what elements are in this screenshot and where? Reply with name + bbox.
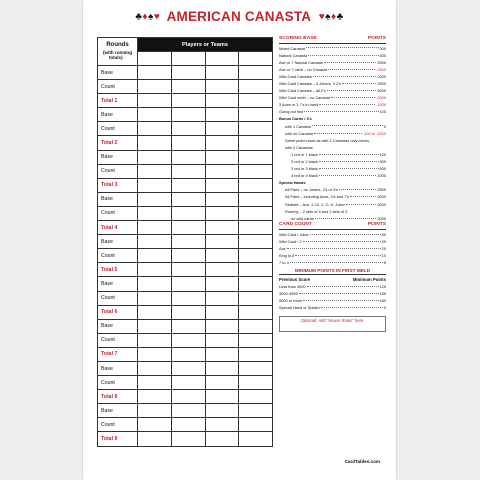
- round-base-label: Base: [98, 404, 138, 418]
- scoring-base-value: 100: [379, 109, 386, 115]
- score-cell[interactable]: [239, 150, 273, 164]
- score-cell[interactable]: [239, 305, 273, 319]
- bonus-two-row: [279, 158, 386, 165]
- score-cell[interactable]: [239, 291, 273, 305]
- round-base-label: Base: [98, 319, 138, 333]
- score-cell[interactable]: [239, 263, 273, 277]
- card-count-row: [279, 238, 386, 245]
- table-row: [98, 333, 273, 347]
- round-count-label: Count: [98, 249, 138, 263]
- score-cell[interactable]: [171, 122, 205, 136]
- round-count-label: Count: [98, 376, 138, 390]
- round-total-label: Total 1: [98, 94, 138, 108]
- round-total-label: Total 6: [98, 305, 138, 319]
- min-meld-label: Less than 3000: [279, 284, 306, 289]
- round-count-label: Count: [98, 80, 138, 94]
- round-base-label: Base: [98, 108, 138, 122]
- table-row: [98, 418, 273, 432]
- player-name-cell[interactable]: [138, 52, 172, 66]
- scoring-base-title: SCORING BASE: [279, 36, 317, 41]
- round-count-label: Count: [98, 291, 138, 305]
- score-cell[interactable]: [171, 263, 205, 277]
- scoring-base-label: Wild Card meld – no Canasta: [279, 96, 330, 101]
- player-name-cell[interactable]: [239, 52, 273, 66]
- table-row: [98, 94, 273, 108]
- score-cell[interactable]: [205, 361, 239, 375]
- table-row: [98, 390, 273, 404]
- score-cell[interactable]: [239, 249, 273, 263]
- score-cell[interactable]: [138, 432, 172, 446]
- round-count-label: Count: [98, 418, 138, 432]
- rounds-header: [98, 38, 138, 66]
- score-cell[interactable]: [171, 164, 205, 178]
- special-hands-title: Special Hands: [279, 180, 306, 186]
- card-count-label: Wild Card / Joker: [279, 232, 309, 237]
- score-cell[interactable]: [205, 192, 239, 206]
- spade-icon: ♠: [148, 11, 154, 23]
- table-row: [98, 164, 273, 178]
- score-cell[interactable]: [138, 94, 172, 108]
- score-cell[interactable]: [239, 192, 273, 206]
- score-cell[interactable]: [171, 432, 205, 446]
- score-cell[interactable]: [171, 206, 205, 220]
- score-cell[interactable]: [239, 390, 273, 404]
- table-row: [98, 206, 273, 220]
- score-cell[interactable]: [239, 404, 273, 418]
- table-row: [98, 291, 273, 305]
- score-cell[interactable]: [205, 122, 239, 136]
- scoring-base-row: [279, 45, 386, 52]
- min-meld-row: [279, 290, 386, 297]
- bonus-title: Bonus Cards / 3's: [279, 116, 312, 122]
- score-cell[interactable]: [205, 136, 239, 150]
- min-meld-row: [279, 283, 386, 290]
- scoring-base-row: [279, 59, 386, 66]
- round-count-label: Count: [98, 206, 138, 220]
- score-cell[interactable]: [138, 319, 172, 333]
- table-row: [98, 150, 273, 164]
- score-cell[interactable]: [171, 333, 205, 347]
- score-cell[interactable]: [138, 136, 172, 150]
- bonus-two-value: 100: [379, 151, 386, 157]
- score-cell[interactable]: [138, 249, 172, 263]
- scoring-base-label: Mixed Canasta: [279, 46, 305, 51]
- scoring-base-value: 2500: [377, 59, 386, 65]
- scoring-base-points-label: POINTS: [367, 36, 386, 41]
- score-cell[interactable]: [171, 404, 205, 418]
- card-count-row: [279, 260, 386, 267]
- score-cell[interactable]: [239, 277, 273, 291]
- scoring-base-label: Wild Card Canasta – 4 Jokers, 3 2's: [279, 81, 341, 86]
- scoring-base-value: 2500: [377, 80, 386, 86]
- score-cell[interactable]: [138, 361, 172, 375]
- score-cell[interactable]: [205, 221, 239, 235]
- table-row: [98, 221, 273, 235]
- score-cell[interactable]: [205, 305, 239, 319]
- suits-left: [135, 11, 163, 22]
- score-cell[interactable]: [138, 178, 172, 192]
- score-cell[interactable]: [171, 291, 205, 305]
- min-meld-value: 125: [379, 283, 386, 289]
- bonus-value: 0: [383, 123, 386, 129]
- score-cell[interactable]: [239, 206, 273, 220]
- score-cell[interactable]: [171, 66, 205, 80]
- table-row: [98, 347, 273, 361]
- score-cell[interactable]: [239, 361, 273, 375]
- table-row: [98, 235, 273, 249]
- score-cell[interactable]: [138, 263, 172, 277]
- round-count-label: Count: [98, 164, 138, 178]
- score-cell[interactable]: [205, 390, 239, 404]
- score-cell[interactable]: [171, 390, 205, 404]
- table-row: [98, 80, 273, 94]
- score-cell[interactable]: [171, 277, 205, 291]
- club-icon: ♣: [135, 11, 143, 23]
- round-base-label: Base: [98, 66, 138, 80]
- min-meld-row: [279, 298, 386, 305]
- round-count-label: Count: [98, 333, 138, 347]
- score-cell[interactable]: [138, 291, 172, 305]
- score-cell[interactable]: [205, 80, 239, 94]
- round-total-label: Total 2: [98, 136, 138, 150]
- card-count-header: [279, 223, 386, 230]
- bonus-label: with 1 Canasta: [285, 124, 311, 129]
- score-cell[interactable]: [205, 263, 239, 277]
- min-meld-label: Special Hand or Splash: [279, 306, 320, 311]
- bonus-row: [279, 123, 386, 130]
- score-cell[interactable]: [239, 122, 273, 136]
- bonus-two-row: [279, 166, 386, 173]
- score-cell[interactable]: [205, 150, 239, 164]
- score-cell[interactable]: [239, 221, 273, 235]
- score-cell[interactable]: [239, 319, 273, 333]
- minimum-points-label: Minimum Points: [352, 276, 386, 282]
- bonus-two-label: 3 red or 3 black: [291, 167, 318, 171]
- table-row: [98, 192, 273, 206]
- bonus-row: [279, 130, 386, 137]
- scoring-base-value: 2000: [377, 73, 386, 79]
- score-cell[interactable]: [205, 108, 239, 122]
- min-meld-label: 3000-4995: [279, 292, 298, 296]
- card-count-label: Wild Card / 2: [279, 239, 302, 244]
- score-cell[interactable]: [171, 221, 205, 235]
- scoring-base-value: 300: [379, 45, 386, 51]
- table-row: [98, 122, 273, 136]
- score-cell[interactable]: [205, 333, 239, 347]
- bonus-two-label: 2 red or 2 black: [291, 160, 318, 164]
- table-row: [98, 404, 273, 418]
- heart-icon: ♥: [318, 11, 326, 23]
- score-cell[interactable]: [205, 347, 239, 361]
- score-cell[interactable]: [239, 108, 273, 122]
- score-cell[interactable]: [138, 390, 172, 404]
- score-cell[interactable]: [239, 136, 273, 150]
- table-row: [98, 361, 273, 375]
- scoring-base-value: -1500: [376, 102, 386, 108]
- card-count-value: 20: [381, 245, 386, 251]
- score-cell[interactable]: [171, 80, 205, 94]
- score-cell[interactable]: [205, 432, 239, 446]
- score-cell[interactable]: [239, 376, 273, 390]
- score-cell[interactable]: [138, 418, 172, 432]
- score-cell[interactable]: [138, 347, 172, 361]
- score-cell[interactable]: [138, 235, 172, 249]
- bonus-label: with no Canasta: [285, 131, 313, 136]
- special-hand-row: [279, 194, 386, 201]
- bonus-two-label: 1 red or 1 black: [291, 152, 318, 157]
- arrow-down-icon: ↓: [123, 55, 127, 61]
- scoring-base-row: [279, 102, 386, 109]
- table-row: [98, 66, 273, 80]
- scoring-reference: [279, 37, 386, 332]
- card-count-row: [279, 252, 386, 259]
- card-count-label: 7 to 4: [279, 261, 289, 266]
- score-cell[interactable]: [138, 376, 172, 390]
- score-cell[interactable]: [138, 305, 172, 319]
- score-cell[interactable]: [138, 333, 172, 347]
- scoring-base-header: [279, 37, 386, 44]
- round-total-label: Total 4: [98, 221, 138, 235]
- bonus-note: Same point count as with 2 Canastas only minus.: [285, 137, 370, 143]
- score-cell[interactable]: [239, 164, 273, 178]
- score-cell[interactable]: [138, 221, 172, 235]
- min-meld-columns: [279, 276, 386, 283]
- score-cell[interactable]: [171, 347, 205, 361]
- score-cell[interactable]: [171, 108, 205, 122]
- heart-icon: ♥: [153, 11, 161, 23]
- score-cell[interactable]: [239, 80, 273, 94]
- card-count-title: CARD COUNT: [279, 222, 312, 228]
- scoring-base-row: [279, 109, 386, 116]
- table-row: [98, 108, 273, 122]
- scoring-base-label: Wild Card Canasta – all 2's: [279, 89, 326, 93]
- score-cell[interactable]: [239, 418, 273, 432]
- card-count-points-label: POINTS: [367, 222, 386, 228]
- round-base-label: Base: [98, 150, 138, 164]
- bonus-two-value: 1000: [377, 173, 386, 179]
- round-total-label: Total 7: [98, 347, 138, 361]
- score-cell[interactable]: [138, 122, 172, 136]
- score-cell[interactable]: [138, 108, 172, 122]
- score-cell[interactable]: [205, 249, 239, 263]
- score-cell[interactable]: [171, 319, 205, 333]
- score-cell[interactable]: [138, 80, 172, 94]
- table-row: [98, 263, 273, 277]
- scoring-base-label: 3 Aces or 3 7's in hand: [279, 103, 319, 108]
- score-cell[interactable]: [239, 333, 273, 347]
- score-cell[interactable]: [138, 206, 172, 220]
- special-hand-label: All Pairs – no Jokers, 2's or 3's: [285, 188, 338, 193]
- score-cell[interactable]: [205, 291, 239, 305]
- score-cell[interactable]: [138, 164, 172, 178]
- score-cell[interactable]: [138, 66, 172, 80]
- score-cell[interactable]: [205, 206, 239, 220]
- scoring-base-value: 500: [379, 52, 386, 58]
- bonus-two-row: [279, 151, 386, 158]
- score-cell[interactable]: [239, 94, 273, 108]
- scoring-base-label: Going out first: [279, 110, 304, 115]
- table-row: [98, 249, 273, 263]
- table-row: [98, 376, 273, 390]
- round-base-label: Base: [98, 277, 138, 291]
- scoring-base-value: -2000: [376, 95, 386, 101]
- score-cell[interactable]: [205, 164, 239, 178]
- score-cell[interactable]: [239, 432, 273, 446]
- round-total-label: Total 8: [98, 390, 138, 404]
- house-rules-text: Optional: Add "House Rules" here.: [300, 317, 365, 323]
- table-row: [98, 178, 273, 192]
- score-cell[interactable]: [239, 235, 273, 249]
- rummy-sub-label: no wild cards: [291, 216, 314, 221]
- special-hand-value: 2500: [377, 187, 386, 193]
- page-title: AMERICAN CANASTA: [166, 9, 312, 25]
- score-cell[interactable]: [171, 376, 205, 390]
- score-cell[interactable]: [138, 277, 172, 291]
- table-row: [98, 277, 273, 291]
- score-cell[interactable]: [239, 347, 273, 361]
- score-cell[interactable]: [171, 249, 205, 263]
- special-hand-value: 3000: [377, 201, 386, 207]
- player-name-cell[interactable]: [171, 52, 205, 66]
- scoring-base-value: 3000: [377, 88, 386, 94]
- min-meld-value: 180: [379, 298, 386, 304]
- round-total-label: Total 3: [98, 178, 138, 192]
- bonus-value: -100 to -1000: [362, 130, 386, 136]
- card-count-value: 50: [381, 231, 386, 237]
- rummy-sub-value: 2000: [377, 215, 386, 221]
- special-hand-row: [279, 201, 386, 208]
- footer-site: CardTables.com: [344, 459, 380, 464]
- previous-score-label: Previous Score: [279, 276, 311, 282]
- player-name-cell[interactable]: [205, 52, 239, 66]
- score-cell[interactable]: [205, 235, 239, 249]
- score-cell[interactable]: [205, 277, 239, 291]
- scoring-base-row: [279, 52, 386, 59]
- score-table: [97, 37, 273, 447]
- scoring-base-row: [279, 95, 386, 102]
- special-hand-row: [279, 187, 386, 194]
- min-meld-value: 155: [379, 291, 386, 297]
- special-hand-value: 3000: [377, 194, 386, 200]
- table-row: [98, 319, 273, 333]
- min-meld-row: [279, 305, 386, 312]
- score-cell[interactable]: [171, 305, 205, 319]
- card-count-value: 10: [381, 253, 386, 259]
- scoring-base-value: -2500: [376, 66, 386, 72]
- round-base-label: Base: [98, 361, 138, 375]
- table-row: [98, 305, 273, 319]
- score-cell[interactable]: [171, 136, 205, 150]
- score-cell[interactable]: [171, 94, 205, 108]
- score-cell[interactable]: [171, 178, 205, 192]
- spade-icon: ♠: [325, 11, 331, 23]
- score-cell[interactable]: [205, 319, 239, 333]
- rounds-label: Rounds: [106, 42, 129, 49]
- score-cell[interactable]: [205, 94, 239, 108]
- round-total-label: Total 9: [98, 432, 138, 446]
- card-count-row: [279, 245, 386, 252]
- rounds-sublabel: (with running totals): [102, 49, 133, 61]
- score-cell[interactable]: [138, 150, 172, 164]
- score-cell[interactable]: [171, 192, 205, 206]
- table-row: [98, 136, 273, 150]
- round-total-label: Total 5: [98, 263, 138, 277]
- score-cell[interactable]: [239, 66, 273, 80]
- scoring-base-row: [279, 66, 386, 73]
- bonus-two-row: [279, 173, 386, 180]
- suits-right: [319, 11, 344, 22]
- score-cell[interactable]: [205, 404, 239, 418]
- bonus-two-label: 4 red or 4 black: [291, 174, 318, 179]
- scoring-base-label: Ace or 7 meld – no Canasta: [279, 67, 328, 72]
- special-hand-label: Straight – Ace, 2-10, J, Q, K, Joker: [285, 202, 345, 207]
- sheet-header: [83, 8, 396, 30]
- min-meld-header: MINIMUM POINTS IN FIRST MELD: [279, 269, 386, 276]
- card-count-row: [279, 231, 386, 238]
- round-count-label: Count: [98, 122, 138, 136]
- bonus-two-value: 300: [379, 159, 386, 164]
- score-cell[interactable]: [138, 404, 172, 418]
- house-rules-box[interactable]: [279, 316, 386, 332]
- score-sheet: [83, 0, 396, 480]
- min-meld-value: 0: [383, 305, 386, 311]
- card-count-label: King to 8: [279, 254, 295, 258]
- score-cell[interactable]: [171, 418, 205, 432]
- score-cell[interactable]: [171, 361, 205, 375]
- special-hand-label: All Pairs – including Aces, 2's and 7's: [285, 195, 349, 200]
- score-cell[interactable]: [171, 235, 205, 249]
- scoring-base-row: [279, 87, 386, 94]
- score-cell[interactable]: [205, 418, 239, 432]
- card-count-value: 5: [383, 260, 386, 266]
- min-meld-label: 5000 or more: [279, 299, 303, 304]
- table-row: [98, 432, 273, 446]
- diamond-icon: ♦: [330, 11, 337, 23]
- card-count-value: 20: [381, 238, 386, 244]
- score-cell[interactable]: [205, 376, 239, 390]
- score-cell[interactable]: [138, 192, 172, 206]
- bonus-two-canastas: with 2 Canastas: [285, 144, 313, 150]
- scoring-base-row: [279, 73, 386, 80]
- scoring-base-label: Wild Card Canasta: [279, 74, 312, 79]
- score-cell[interactable]: [205, 178, 239, 192]
- bonus-two-value: 500: [379, 166, 386, 172]
- scoring-base-row: [279, 80, 386, 87]
- score-cell[interactable]: [205, 66, 239, 80]
- rummy-label: Rummy – 2 sets of 4 and 2 sets of 3: [285, 208, 348, 214]
- scoring-base-label: Natural Canasta: [279, 53, 308, 58]
- score-cell[interactable]: [239, 178, 273, 192]
- round-base-label: Base: [98, 192, 138, 206]
- card-count-label: Ace: [279, 246, 286, 251]
- round-base-label: Base: [98, 235, 138, 249]
- scoring-base-label: Ace or 7 Natural Canasta: [279, 60, 323, 65]
- score-cell[interactable]: [171, 150, 205, 164]
- diamond-icon: ♦: [142, 11, 149, 23]
- players-header: Players or Teams: [138, 38, 273, 52]
- club-icon: ♣: [336, 11, 344, 23]
